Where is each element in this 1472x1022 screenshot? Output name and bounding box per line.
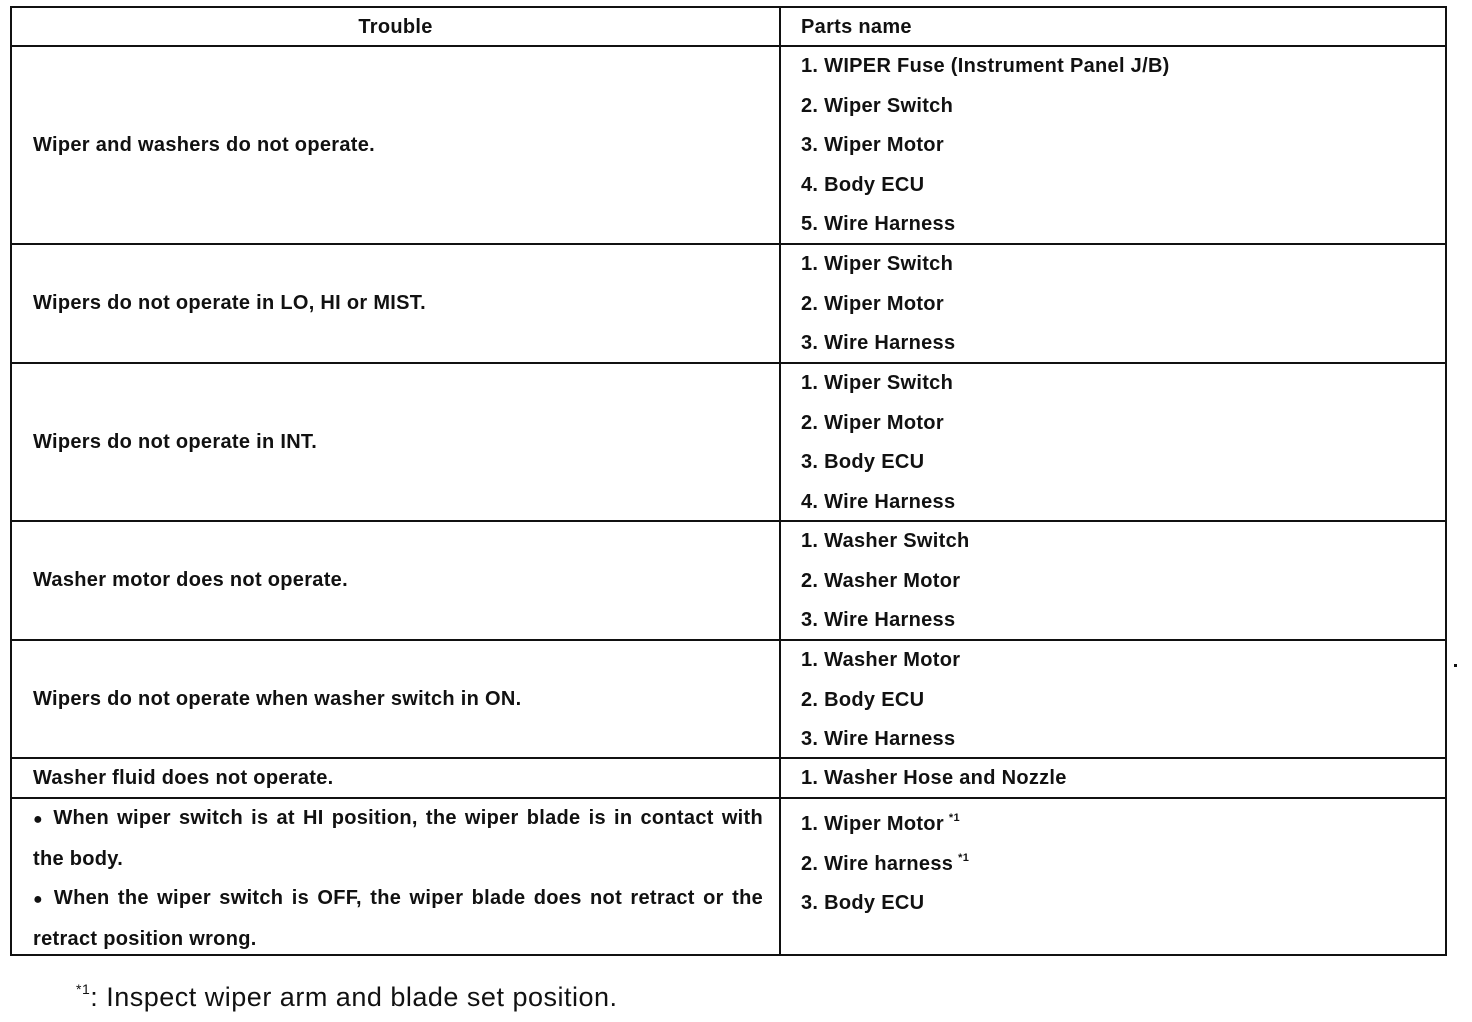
part-item: 3. Wiper Motor [801, 134, 944, 156]
part-item: 3. Wire Harness [801, 728, 956, 750]
trouble-bullet-list [33, 799, 763, 959]
header-parts-name: Parts name [801, 16, 912, 38]
parts-list [801, 799, 1435, 918]
footnote [76, 981, 618, 1013]
trouble-cell [33, 799, 763, 954]
trouble-cell: Wiper and washers do not operate. [33, 133, 375, 156]
scan-speck [1454, 664, 1457, 667]
trouble-bullet-item [33, 879, 763, 959]
footnote-ref-mark: *1 [958, 851, 970, 864]
trouble-cell: Wipers do not operate in LO, HI or MIST. [33, 292, 426, 314]
trouble-cell: Washer fluid does not operate. [33, 766, 334, 789]
trouble-cell: Wipers do not operate when washer switch in ON. [33, 687, 522, 710]
parts-list [801, 759, 1435, 799]
part-item: 4. Wire Harness [801, 490, 956, 513]
part-item: 3. Body ECU [801, 451, 925, 473]
part-item: 1. Wiper Switch [801, 372, 954, 394]
bullet-dot-icon: ● [33, 891, 46, 908]
table-row [12, 759, 1445, 799]
part-item: 1. Washer Switch [801, 530, 970, 552]
trouble-bullet-text: When the wiper switch is OFF, the wiper blade does not retract or the retract position wrong. [33, 887, 764, 950]
trouble-cell: Wipers do not operate in INT. [33, 430, 318, 453]
part-item: 1. Wiper Switch [801, 253, 954, 275]
footnote-mark: *1 [76, 981, 91, 997]
part-item: 3. Wire Harness [801, 332, 956, 354]
part-item: 2. Body ECU [801, 688, 925, 711]
part-item [801, 799, 1435, 839]
part-item [801, 878, 1435, 918]
parts-list [801, 364, 1435, 522]
table-row [12, 364, 1445, 522]
table-row [12, 641, 1445, 759]
part-item: 1. Washer Hose and Nozzle [801, 767, 1067, 789]
trouble-cell: Washer motor does not operate. [33, 569, 348, 591]
part-item: 4. Body ECU [801, 173, 925, 196]
parts-list [801, 522, 1435, 641]
part-item [801, 839, 1435, 879]
part-item: 5. Wire Harness [801, 213, 956, 235]
footnote-ref-mark: *1 [948, 812, 960, 824]
part-item-text: 3. Body ECU [801, 892, 925, 914]
part-item: 2. Wiper Switch [801, 94, 954, 117]
part-item-text: 1. Wiper Motor [801, 813, 944, 835]
trouble-bullet-text: When wiper switch is at HI position, the wiper blade is in contact with the body. [33, 807, 764, 870]
troubleshooting-table [10, 6, 1447, 956]
table-row [12, 245, 1445, 364]
footnote-text: : Inspect wiper arm and blade set position. [90, 982, 618, 1012]
part-item-text: 2. Wire harness [801, 852, 954, 875]
parts-list [801, 47, 1435, 245]
header-trouble: Trouble [358, 16, 433, 38]
part-item: 1. WIPER Fuse (Instrument Panel J/B) [801, 55, 1170, 77]
table-row [12, 799, 1445, 954]
part-item: 3. Wire Harness [801, 609, 956, 631]
table-header-row [12, 8, 1445, 47]
part-item: 2. Wiper Motor [801, 411, 944, 434]
parts-list [801, 641, 1435, 760]
parts-list [801, 245, 1435, 364]
part-item: 2. Wiper Motor [801, 292, 944, 315]
bullet-dot-icon: ● [33, 811, 46, 828]
part-item: 1. Washer Motor [801, 649, 961, 671]
table-row [12, 522, 1445, 641]
table-row [12, 47, 1445, 245]
part-item: 2. Washer Motor [801, 569, 961, 592]
trouble-bullet-item [33, 799, 763, 879]
